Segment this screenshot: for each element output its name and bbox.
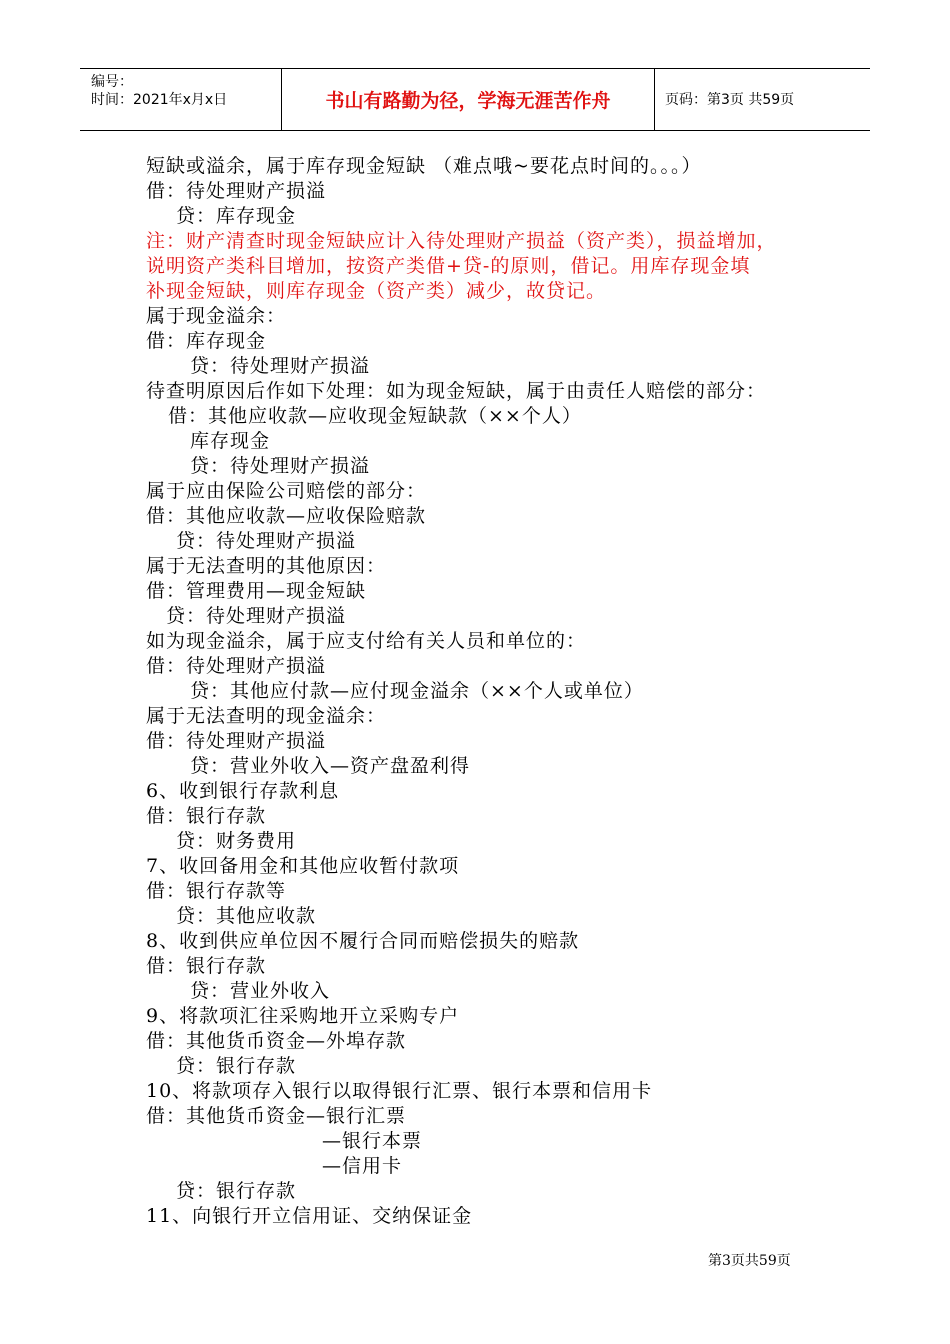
body-line: 贷：库存现金 — [176, 205, 297, 227]
motto-text: 书山有路勤为径，学海无涯苦作舟 — [325, 90, 611, 112]
body-line: 借：银行存款 — [146, 955, 267, 977]
body-line: 10、将款项存入银行以取得银行汇票、银行本票和信用卡 — [146, 1080, 653, 1102]
body-line: 待查明原因后作如下处理：如为现金短缺，属于由责任人赔偿的部分： — [146, 380, 767, 402]
body-line: 如为现金溢余，属于应支付给有关人员和单位的： — [146, 630, 587, 652]
body-line: 借：其他货币资金—外埠存款 — [146, 1030, 407, 1052]
body-line: 贷：待处理财产损溢 — [166, 605, 347, 627]
body-line: 属于应由保险公司赔偿的部分： — [146, 480, 427, 502]
body-line: —信用卡 — [322, 1155, 403, 1177]
note-line: 说明资产类科目增加，按资产类借+贷-的原则，借记。用库存现金填 — [146, 255, 751, 277]
time-label: 时间：2021年x月x日 — [91, 92, 228, 108]
body-line: 贷：其他应付款—应付现金溢余（××个人或单位） — [190, 680, 644, 702]
body-line: 贷：待处理财产损溢 — [190, 355, 371, 377]
body-line: 借：库存现金 — [146, 330, 267, 352]
body-line: 属于现金溢余： — [146, 305, 287, 327]
body-line: —银行本票 — [322, 1130, 423, 1152]
body-line: 贷：待处理财产损溢 — [190, 455, 371, 477]
note-line: 补现金短缺，则库存现金（资产类）减少，故贷记。 — [146, 280, 607, 302]
body-line: 借：银行存款 — [146, 805, 267, 827]
page-number-label: 页码：第3页 共59页 — [665, 92, 795, 108]
body-line: 借：待处理财产损溢 — [146, 730, 327, 752]
body-line: 贷：待处理财产损溢 — [176, 530, 357, 552]
number-label: 编号： — [91, 74, 133, 90]
body-line: 借：待处理财产损溢 — [146, 180, 327, 202]
body-line: 贷：其他应收款 — [176, 905, 317, 927]
body-line: 8、收到供应单位因不履行合同而赔偿损失的赔款 — [146, 930, 580, 952]
body-line: 借：其他应收款—应收保险赔款 — [146, 505, 427, 527]
body-line: 库存现金 — [190, 430, 271, 452]
body-line: 贷：银行存款 — [176, 1180, 297, 1202]
body-line: 借：银行存款等 — [146, 880, 287, 902]
body-line: 7、收回备用金和其他应收暂付款项 — [146, 855, 460, 877]
body-line: 9、将款项汇往采购地开立采购专户 — [146, 1005, 460, 1027]
body-line: 属于无法查明的其他原因： — [146, 555, 387, 577]
body-line: 借：管理费用—现金短缺 — [146, 580, 367, 602]
body-line: 贷：营业外收入 — [190, 980, 331, 1002]
body-line: 11、向银行开立信用证、交纳保证金 — [146, 1205, 473, 1227]
body-line: 贷：银行存款 — [176, 1055, 297, 1077]
body-line: 属于无法查明的现金溢余： — [146, 705, 387, 727]
body-line: 短缺或溢余，属于库存现金短缺 （难点哦~要花点时间的。。。） — [146, 155, 702, 177]
body-line: 借：其他应收款—应收现金短缺款（××个人） — [168, 405, 582, 427]
body-line: 6、收到银行存款利息 — [146, 780, 340, 802]
note-line: 注：财产清查时现金短缺应计入待处理财产损益（资产类），损益增加， — [146, 230, 777, 252]
page-footer: 第3页共59页 — [708, 1253, 791, 1269]
body-line: 贷：财务费用 — [176, 830, 297, 852]
body-line: 借：待处理财产损溢 — [146, 655, 327, 677]
body-line: 借：其他货币资金—银行汇票 — [146, 1105, 407, 1127]
body-line: 贷：营业外收入—资产盘盈利得 — [190, 755, 471, 777]
